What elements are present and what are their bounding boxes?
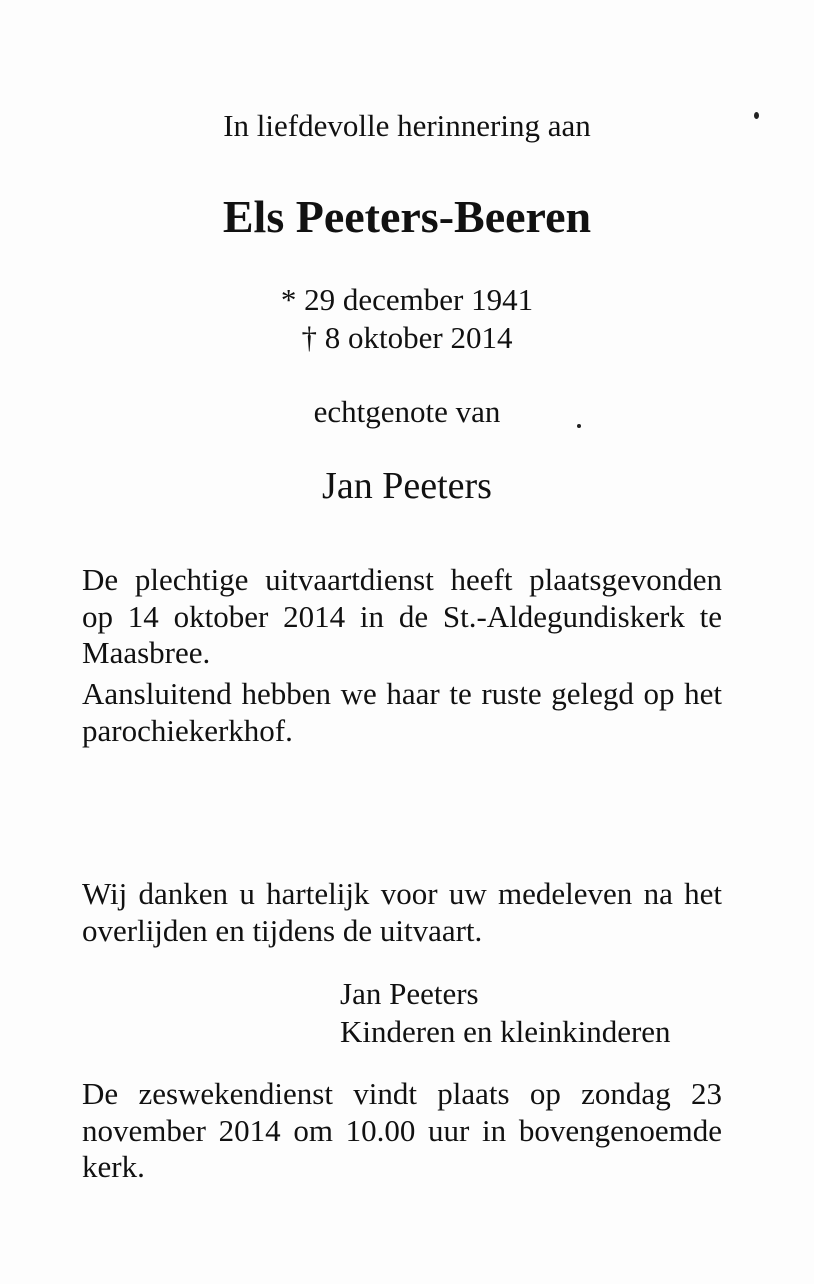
six-week-service-paragraph: De zeswekendienst vindt plaats op zondag 23 november 2014 om 10.00 uur in bovengenoemde kerk.: [82, 1076, 722, 1184]
deceased-name: Els Peeters-Beeren: [222, 191, 592, 242]
spouse-name: Jan Peeters: [322, 465, 492, 507]
thanks-paragraph: Wij danken u hartelijk voor uw medeleven na het overlijden en tijdens de uitvaart.: [82, 876, 722, 948]
birth-date: * 29 december 1941: [280, 282, 534, 317]
burial-paragraph: Aansluitend hebben we haar te ruste gelegd op het parochiekerkhof.: [82, 676, 722, 748]
scan-speck: [754, 112, 759, 119]
intro-line: In liefdevolle herinnering aan: [223, 108, 591, 143]
spouse-label: echtgenote van: [313, 394, 501, 429]
signature-family: Kinderen en kleinkinderen: [340, 1014, 671, 1049]
scan-speck: [577, 424, 581, 428]
ceremony-paragraph: De plechtige uitvaartdienst heeft plaatsgevonden op 14 oktober 2014 in de St.-Aldegundiskerk te Maasbree.: [82, 562, 722, 670]
signature-spouse: Jan Peeters: [340, 976, 479, 1011]
death-date: † 8 oktober 2014: [301, 320, 513, 355]
